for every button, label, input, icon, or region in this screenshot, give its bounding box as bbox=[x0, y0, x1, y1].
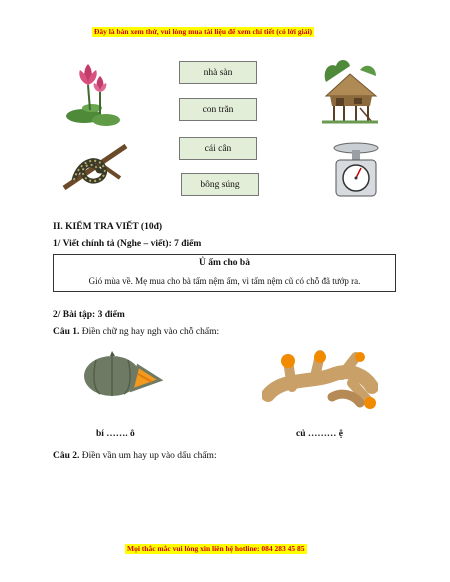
question-1 bbox=[53, 327, 219, 337]
turmeric-image bbox=[262, 347, 378, 413]
passage-box bbox=[53, 254, 396, 292]
dictation-heading: 1/ Viết chính tả (Nghe – viết): 7 điểm bbox=[53, 239, 202, 249]
exercise-heading: 2/ Bài tập: 3 điểm bbox=[53, 310, 125, 320]
question-2-label: Câu 2. bbox=[53, 451, 80, 461]
word-box-cai-can: cái cân bbox=[179, 137, 257, 160]
weighing-scale-image bbox=[330, 140, 382, 200]
passage-text: Gió mùa về. Mẹ mua cho bà tấm nệm ấm, vì tấm nệm cũ có chỗ đã tướp ra. bbox=[88, 276, 361, 286]
word-box-bong-sung: bông súng bbox=[181, 173, 259, 196]
passage-title: Ủ ấm cho bà bbox=[199, 258, 250, 268]
hotline-banner: Mọi thắc mắc vui lòng xin liên hệ hotline: 084 283 45 85 bbox=[127, 544, 305, 553]
pumpkin-image bbox=[82, 350, 164, 400]
word-box-con-tran: con trăn bbox=[179, 98, 257, 121]
section-title: II. KIỂM TRA VIẾT (10đ) bbox=[53, 222, 163, 232]
question-1-text: Điền chữ ng hay ngh vào chỗ chấm: bbox=[81, 327, 220, 337]
preview-banner: Đây là bản xem thử, vui lòng mua tài liệu để xem chi tiết (có lời giải) bbox=[94, 27, 313, 36]
stilt-house-image bbox=[320, 56, 380, 132]
water-lily-image bbox=[62, 60, 124, 128]
python-snake-image bbox=[60, 138, 130, 196]
question-1-label: Câu 1. bbox=[53, 327, 80, 337]
blank-1: bí ……. ô bbox=[96, 429, 135, 439]
question-2-text: Điền vần um hay up vào dấu chấm: bbox=[81, 451, 217, 461]
word-box-nha-san: nhà sàn bbox=[179, 61, 257, 84]
question-2 bbox=[53, 451, 217, 461]
blank-2: củ ……… ệ bbox=[296, 429, 343, 439]
